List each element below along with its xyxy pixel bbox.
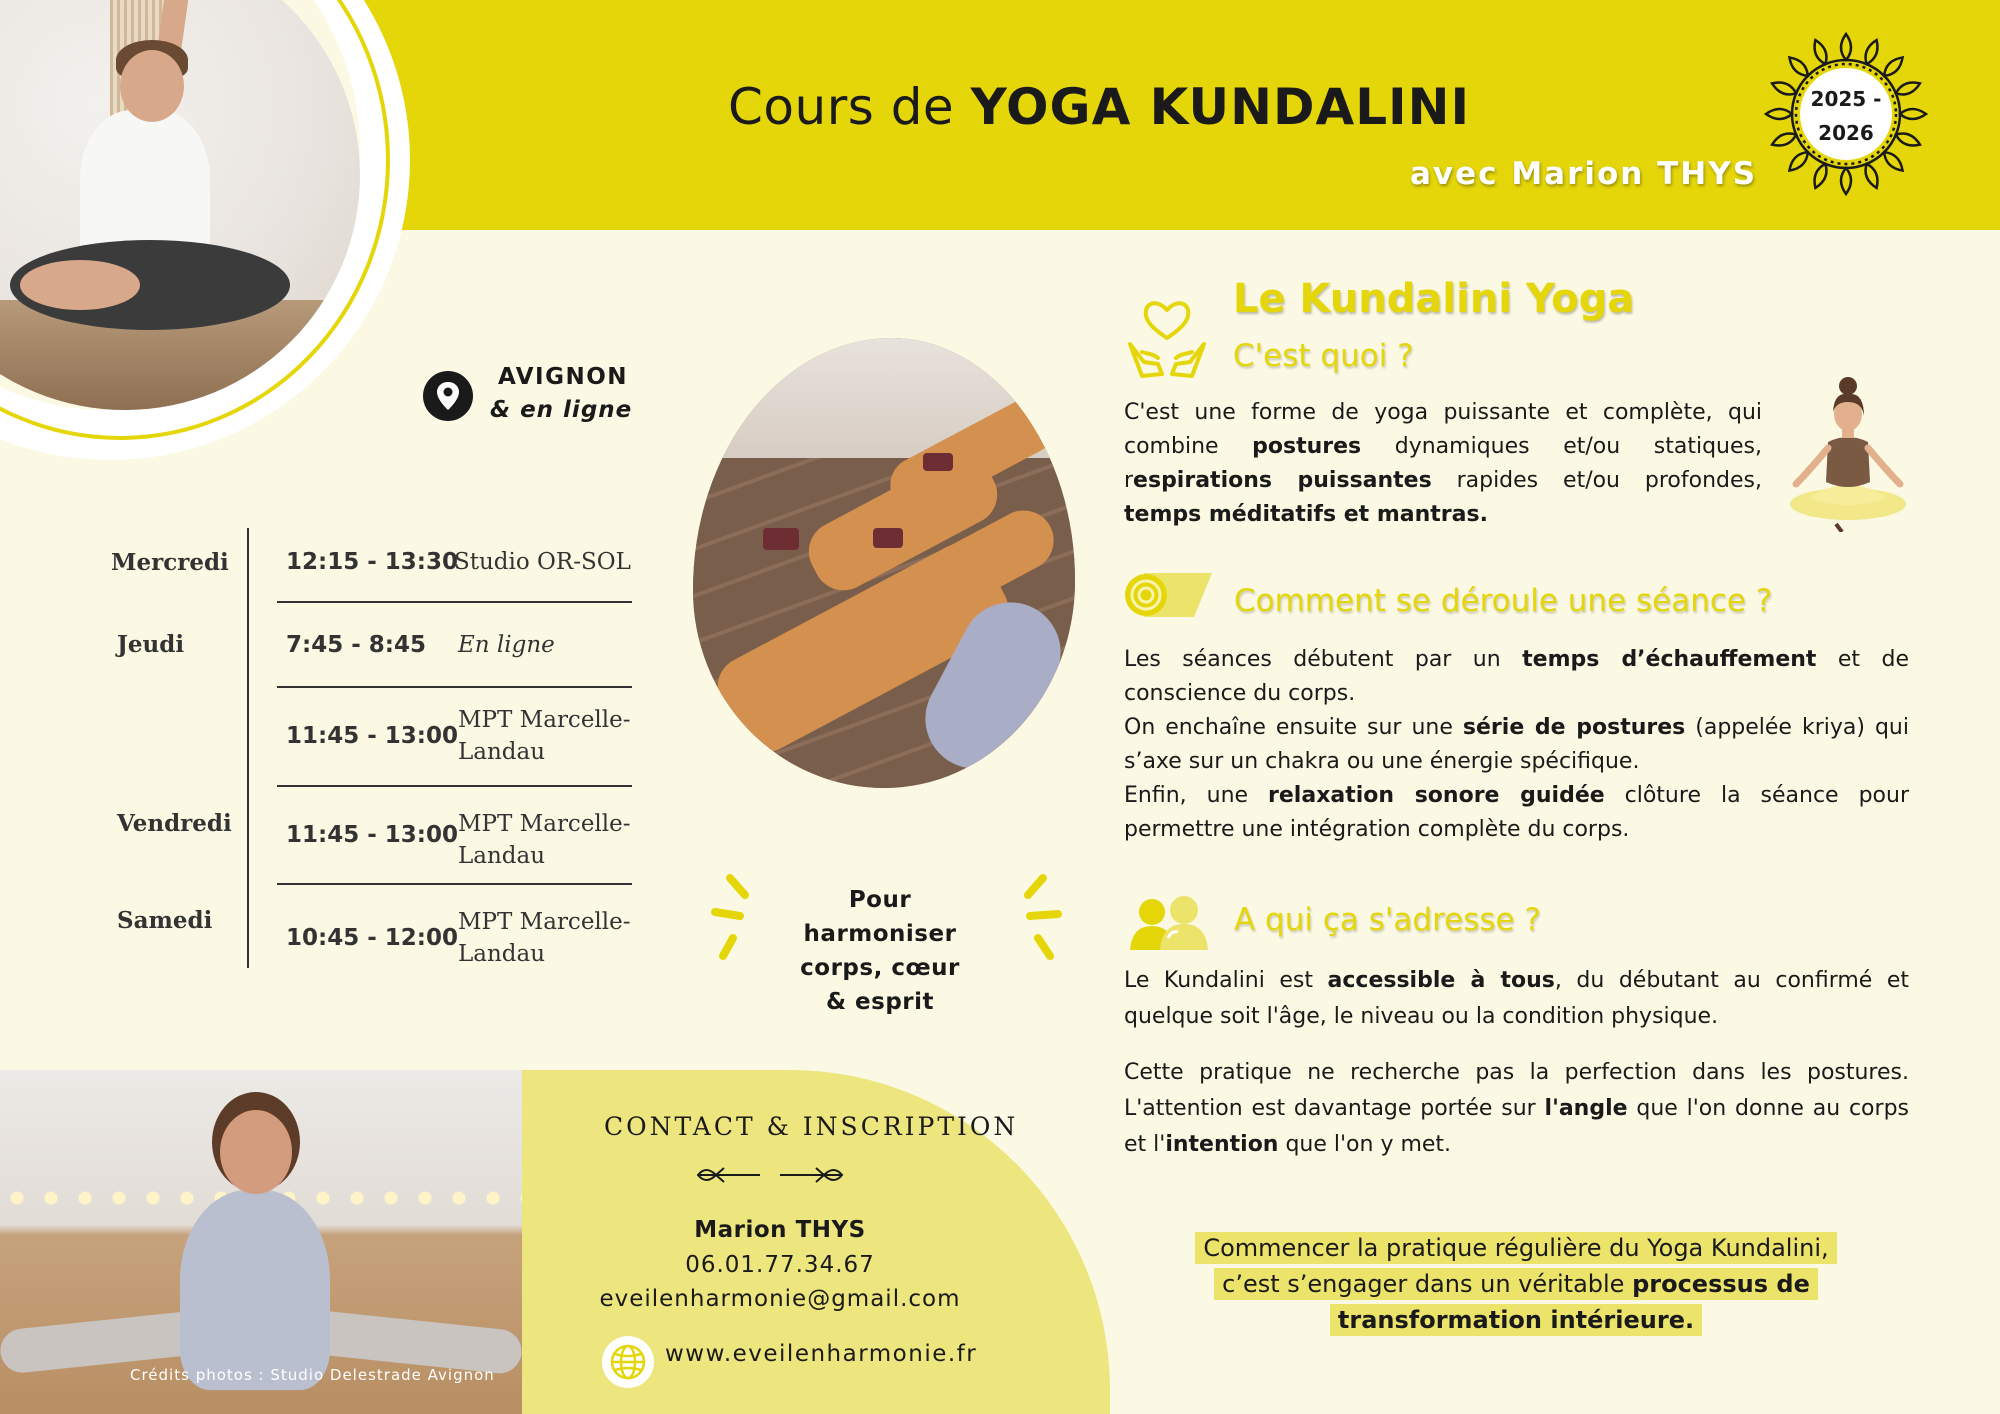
portrait-photo: [0, 0, 360, 410]
schedule-row-divider: [277, 686, 632, 688]
leaf-divider-icon: [690, 1160, 850, 1190]
burst-icon: [705, 870, 765, 965]
studio-photo: [693, 338, 1075, 788]
schedule-time: 11:45 - 13:00: [286, 822, 458, 848]
contact-phone[interactable]: 06.01.77.34.67: [685, 1252, 875, 1278]
section-text-what: C'est une forme de yoga puissante et complète, qui combine postures dynamiques et/ou statiques, respirations puissantes rapides et/ou profondes, temps méditatifs et mantras.: [1124, 400, 1762, 527]
schedule-place: MPT Marcelle-Landau: [458, 707, 631, 765]
schedule-row-divider: [277, 785, 632, 787]
schedule-row-divider: [277, 601, 632, 603]
location-pin-icon: [422, 370, 474, 422]
people-icon: [1128, 894, 1208, 950]
schedule-day: Mercredi: [111, 549, 229, 576]
schedule-day: Samedi: [117, 907, 213, 934]
yoga-mat-icon: [1124, 565, 1216, 625]
burst-icon: [1008, 870, 1068, 965]
page-subtitle: avec Marion THYS: [1410, 156, 1758, 192]
section-title-kundalini: Le Kundalini Yoga: [1233, 276, 1635, 322]
contact-name: Marion THYS: [694, 1217, 866, 1243]
highlight-quote: Commencer la pratique régulière du Yoga Kundalini, c’est s’engager dans un véritable processus de transformation intérieure.: [1186, 1230, 1846, 1338]
schedule-place: Studio OR-SOL: [454, 549, 631, 575]
bottom-photo: [0, 1070, 522, 1414]
contact-email[interactable]: eveilenharmonie@gmail.com: [599, 1286, 961, 1312]
contact-website-link[interactable]: www.eveilenharmonie.fr: [665, 1341, 978, 1367]
contact-title: CONTACT & INSCRIPTION: [604, 1112, 1019, 1141]
location-online: & en ligne: [490, 397, 633, 423]
section-subtitle-what: C'est quoi ?: [1233, 338, 1414, 374]
photo-credits: Crédits photos : Studio Delestrade Avignon: [130, 1366, 495, 1384]
section-text-session: Les séances débutent par un temps d’échauffement et de conscience du corps. On enchaîne ensuite sur une série de postures (appelée kriya) qui s’axe sur un chakra ou une énergie spécifique. Enfin, une relaxation sonore guidée clôture la séance pour permettre une intégration complète du corps.: [1124, 647, 1909, 842]
meditation-icon: [1778, 372, 1914, 532]
schedule-place: En ligne: [458, 632, 555, 658]
season-badge: 2025 - 2026: [1810, 87, 1882, 145]
page-title: Cours de YOGA KUNDALINI: [728, 78, 1471, 136]
schedule-time: 12:15 - 13:30: [286, 549, 458, 575]
section-text-practice: Cette pratique ne recherche pas la perfection dans les postures. L'attention est davantage portée sur l'angle que l'on donne au corps et l'intention que l'on y met.: [1124, 1060, 1909, 1157]
schedule-place: MPT Marcelle-Landau: [458, 909, 631, 967]
schedule-day: Vendredi: [117, 810, 232, 837]
schedule-place: MPT Marcelle-Landau: [458, 811, 631, 869]
location-city: AVIGNON: [498, 364, 629, 390]
section-title-audience: A qui ça s'adresse ?: [1234, 902, 1541, 938]
schedule-time: 10:45 - 12:00: [286, 925, 458, 951]
schedule-day: Jeudi: [117, 631, 185, 658]
schedule-time: 11:45 - 13:00: [286, 723, 458, 749]
section-title-session: Comment se déroule une séance ?: [1234, 583, 1773, 619]
schedule-time: 7:45 - 8:45: [286, 632, 426, 658]
tagline: Pour harmoniser corps, cœur & esprit: [800, 887, 960, 1015]
schedule-divider-vertical: [247, 528, 249, 968]
section-text-audience: Le Kundalini est accessible à tous, du débutant au confirmé et quelque soit l'âge, le niveau ou la condition physique.: [1124, 968, 1910, 1029]
globe-icon: [602, 1336, 654, 1388]
heart-hands-icon: [1122, 292, 1212, 382]
schedule-row-divider: [277, 883, 632, 885]
